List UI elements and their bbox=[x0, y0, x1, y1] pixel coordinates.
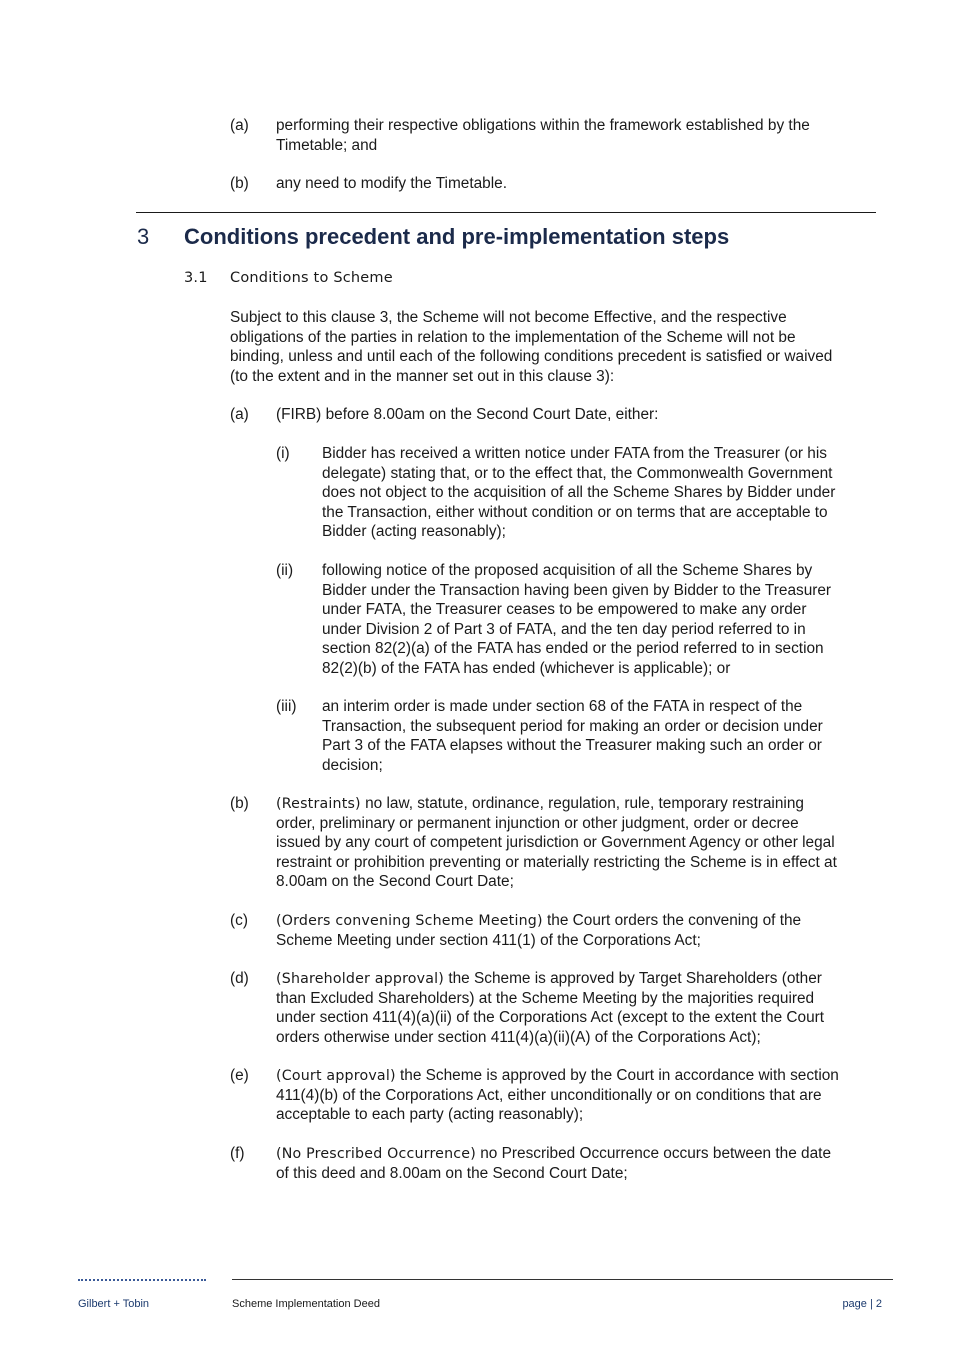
item-heading: (Restraints) bbox=[276, 796, 361, 812]
section-number: 3 bbox=[137, 224, 150, 249]
text-line: under Division 2 of Part 3 of FATA, and the ten day period referred to in bbox=[322, 620, 806, 638]
section-title: Conditions precedent and pre-implementation steps bbox=[184, 224, 730, 249]
text-line: under section 411(4)(a)(ii) of the Corporations Act (except to the extent the Court bbox=[276, 1009, 825, 1026]
text-line: under FATA, the Treasurer ceases to be empowered to make any order bbox=[322, 601, 807, 618]
text-line: than Excluded Shareholders) at the Scheme Meeting by the majorities required bbox=[276, 989, 815, 1007]
list-label: (ii) bbox=[276, 562, 294, 579]
list-label: (a) bbox=[230, 117, 249, 134]
text-line bbox=[276, 405, 658, 425]
section-divider bbox=[136, 212, 876, 213]
text-line bbox=[276, 969, 822, 990]
text-line: restraint or prohibition preventing or materially restricting the Scheme is in effect at bbox=[276, 853, 837, 871]
list-label: (a) bbox=[230, 406, 249, 423]
text-line: of this deed and 8.00am on the Second Court Date; bbox=[276, 1164, 628, 1182]
text-line: Bidder (acting reasonably); bbox=[322, 523, 506, 540]
list-label: (f) bbox=[230, 1145, 245, 1162]
subsection-title: Conditions to Scheme bbox=[230, 270, 393, 286]
text-line: (to the extent and in the manner set out in this clause 3): bbox=[230, 367, 615, 385]
text-line: Bidder has received a written notice under FATA from the Treasurer (or his bbox=[322, 445, 827, 462]
list-label: (iii) bbox=[276, 698, 297, 715]
footer-page-number: page | 2 bbox=[842, 1298, 882, 1310]
item-heading: (No Prescribed Occurrence) bbox=[276, 1146, 476, 1162]
text-line: 8.00am on the Second Court Date; bbox=[276, 873, 514, 890]
subsection-number: 3.1 bbox=[184, 270, 208, 286]
text-line: following notice of the proposed acquisition of all the Scheme Shares by bbox=[322, 562, 813, 579]
footer-document-title: Scheme Implementation Deed bbox=[232, 1298, 380, 1310]
list-label: (b) bbox=[230, 175, 249, 192]
text-line: Bidder under the Transaction having been given by Bidder to the Treasurer bbox=[322, 581, 832, 599]
text-line: the Transaction, either without condition or on terms that are acceptable to bbox=[322, 503, 828, 521]
list-label: (b) bbox=[230, 795, 249, 812]
list-label: (i) bbox=[276, 445, 290, 462]
text-line: any need to modify the Timetable. bbox=[276, 175, 507, 192]
text-line: acceptable to each party (acting reasonably); bbox=[276, 1106, 584, 1123]
text-line: performing their respective obligations within the framework established by the bbox=[276, 117, 810, 134]
footer-rule bbox=[232, 1279, 893, 1280]
text-line: orders otherwise under section 411(4)(a)(ii)(A) of the Corporations Act); bbox=[276, 1028, 761, 1046]
text-line: an interim order is made under section 68 of the FATA in respect of the bbox=[322, 698, 803, 715]
text-line: 82(2)(b) of the FATA has ended (whichever is applicable); or bbox=[322, 659, 731, 677]
text-line: Part 3 of the FATA elapses without the Treasurer making such an order or bbox=[322, 737, 822, 754]
text-span: before 8.00am on the Second Court Date, either: bbox=[321, 406, 659, 423]
item-heading: (Shareholder approval) bbox=[276, 971, 445, 987]
text-line: binding, unless and until each of the following conditions precedent is satisfied or waived bbox=[230, 348, 833, 365]
item-heading: (Orders convening Scheme Meeting) bbox=[276, 913, 543, 929]
text-line: Transaction, the subsequent period for making an order or decision under bbox=[322, 717, 823, 735]
text-span: the Scheme is approved by Target Shareholders (other bbox=[444, 970, 822, 987]
item-heading: (FIRB) bbox=[276, 406, 322, 423]
text-line: decision; bbox=[322, 756, 383, 774]
text-span: the Court orders the convening of the bbox=[542, 912, 802, 929]
list-label: (c) bbox=[230, 912, 248, 929]
footer-firm-name: Gilbert + Tobin bbox=[78, 1298, 150, 1310]
text-line bbox=[276, 911, 801, 932]
text-line bbox=[276, 794, 804, 815]
text-line: issued by any court of competent jurisdiction or Government Agency or other legal bbox=[276, 834, 835, 851]
text-line bbox=[276, 1144, 831, 1165]
text-line: order, preliminary or permanent injunction or other judgment, order or decree bbox=[276, 814, 799, 832]
list-label: (e) bbox=[230, 1067, 249, 1084]
text-span: no Prescribed Occurrence occurs between the date bbox=[475, 1145, 831, 1162]
text-line: Scheme Meeting under section 411(1) of the Corporations Act; bbox=[276, 931, 701, 949]
text-line: 411(4)(b) of the Corporations Act, either unconditionally or on conditions that are bbox=[276, 1086, 822, 1104]
footer-dotted-rule bbox=[78, 1279, 206, 1281]
text-line: does not object to the acquisition of all the Scheme Shares by Bidder under bbox=[322, 484, 836, 501]
text-span: the Scheme is approved by the Court in accordance with section bbox=[395, 1067, 839, 1084]
text-line: delegate) stating that, or to the effect that, the Commonwealth Government bbox=[322, 464, 833, 482]
text-line bbox=[276, 1066, 839, 1087]
text-line: obligations of the parties in relation to the implementation of the Scheme will not be bbox=[230, 328, 796, 346]
text-line: section 82(2)(a) of the FATA has ended or the period referred to in section bbox=[322, 640, 824, 657]
text-line: Subject to this clause 3, the Scheme will not become Effective, and the respective bbox=[230, 309, 787, 326]
text-line: Timetable; and bbox=[276, 136, 378, 154]
list-label: (d) bbox=[230, 970, 249, 987]
item-heading: (Court approval) bbox=[276, 1068, 396, 1084]
text-span: no law, statute, ordinance, regulation, rule, temporary restraining bbox=[360, 795, 804, 812]
